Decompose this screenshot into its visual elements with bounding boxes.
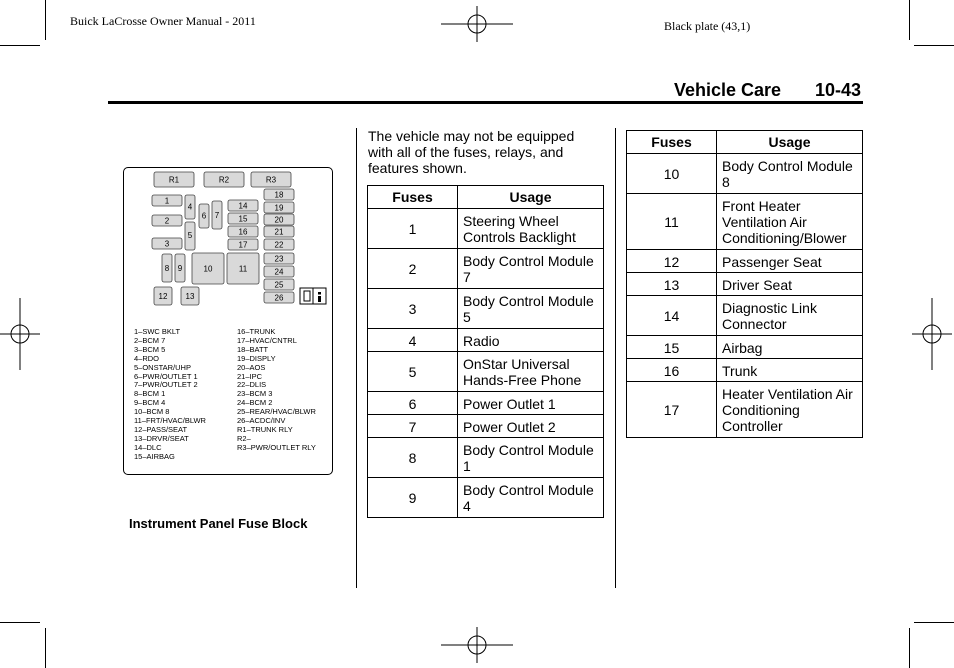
crop-mark [909,628,910,668]
fuse-label: 8 [164,264,170,273]
table-row: 4 Radio [368,329,604,352]
column-divider [356,128,357,588]
page-number: 10-43 [815,80,862,100]
manual-title: Buick LaCrosse Owner Manual - 2011 [70,14,256,28]
fuse-label: 11 [238,264,248,274]
fuse-label: 23 [274,254,284,264]
table-row: 14 Diagnostic Link Connector [627,296,863,336]
table-row: 16 Trunk [627,359,863,382]
crop-mark [914,622,954,623]
registration-mark-left [0,298,40,370]
table-row: 2 Body Control Module 7 [368,249,604,289]
plate-label: Black plate (43,1) [664,19,751,33]
fuse-label: 15 [238,214,248,224]
table-row: 10 Body Control Module 8 [627,154,863,194]
relay-label: R2 [218,175,230,185]
column-header-fuses: Fuses [368,186,458,209]
fuse-legend-right: 16–TRUNK 17–HVAC/CNTRL 18–BATT 19–DISPLY 20–AOS 21–IPC 22–DLIS 23–BCM 3 24–BCM 2 25–REAR/HVAC/BLWR 26–ACDC/INV R1–TRUNK RLY R2– R3–PWR/OUTLET RLY [237,327,316,452]
fuse-label: 22 [274,240,284,250]
fuse-label: 16 [238,227,248,237]
fuse-label: 17 [238,240,248,250]
crop-mark [45,628,46,668]
fuse-label: 20 [274,215,284,225]
fuse-label: 12 [158,292,168,301]
table-row: 9 Body Control Module 4 [368,478,604,518]
table-row: 1 Steering Wheel Controls Backlight [368,209,604,249]
fuse-label: 1 [164,196,170,206]
table-row: 15 Airbag [627,336,863,359]
intro-paragraph: The vehicle may not be equipped with all of the fuses, relays, and features shown. [368,128,575,176]
fuse-label: 7 [214,211,220,220]
crop-mark [0,45,40,46]
table-row: 5 OnStar Universal Hands-Free Phone [368,352,604,392]
column-header-fuses: Fuses [627,131,717,154]
fuse-block-diagram [123,167,333,475]
crop-mark [0,622,40,623]
table-row: 3 Body Control Module 5 [368,289,604,329]
column-header-usage: Usage [458,186,604,209]
fuse-label: 14 [238,201,248,211]
fuse-label: 6 [201,211,207,221]
fuse-table-right [626,130,863,438]
table-row: 13 Driver Seat [627,273,863,296]
table-row: 11 Front Heater Ventilation Air Conditioning/Blower [627,194,863,250]
figure-caption: Instrument Panel Fuse Block [129,516,308,531]
table-row: 7 Power Outlet 2 [368,415,604,438]
fuse-label: 4 [187,202,193,212]
fuse-label: 5 [187,231,193,240]
fuse-label: 19 [274,203,284,213]
section-title: Vehicle Care [674,80,782,100]
fuse-table-left [367,185,604,518]
relay-label: R3 [265,175,277,185]
fuse-legend-left: 1–SWC BKLT 2–BCM 7 3–BCM 5 4–RDO 5–ONSTAR/UHP 6–PWR/OUTLET 1 7–PWR/OUTLET 2 8–BCM 1 9–BCM 4 10–BCM 8 11–FRT/HVAC/BLWR 12–PASS/SEAT 13–DRVR/SEAT 14–DLC 15–AIRBAG [134,327,206,461]
owner-manual-icon [300,288,326,304]
column-divider [615,128,616,588]
fuse-label: 24 [274,267,284,277]
fuse-label: 21 [274,227,284,237]
fuse-label: 3 [164,239,170,249]
crop-mark [45,0,46,40]
column-header-usage: Usage [717,131,863,154]
table-row: 6 Power Outlet 1 [368,392,604,415]
fuse-label: 25 [274,280,284,290]
fuse-label: 9 [177,264,183,273]
crop-mark [909,0,910,40]
registration-mark-top [441,6,513,42]
header-rule [108,101,863,104]
fuse-label: 18 [274,190,284,200]
registration-mark-bottom [441,627,513,663]
fuse-label: 13 [185,292,195,301]
table-row: 8 Body Control Module 1 [368,438,604,478]
table-row: 17 Heater Ventilation Air Conditioning Controller [627,382,863,438]
fuse-layout [124,168,332,328]
crop-mark [914,45,954,46]
registration-mark-right [912,298,952,370]
fuse-label: 10 [203,264,213,274]
fuse-label: 26 [274,293,284,303]
relay-label: R1 [168,175,180,185]
fuse-label: 2 [164,216,170,226]
table-row: 12 Passenger Seat [627,250,863,273]
